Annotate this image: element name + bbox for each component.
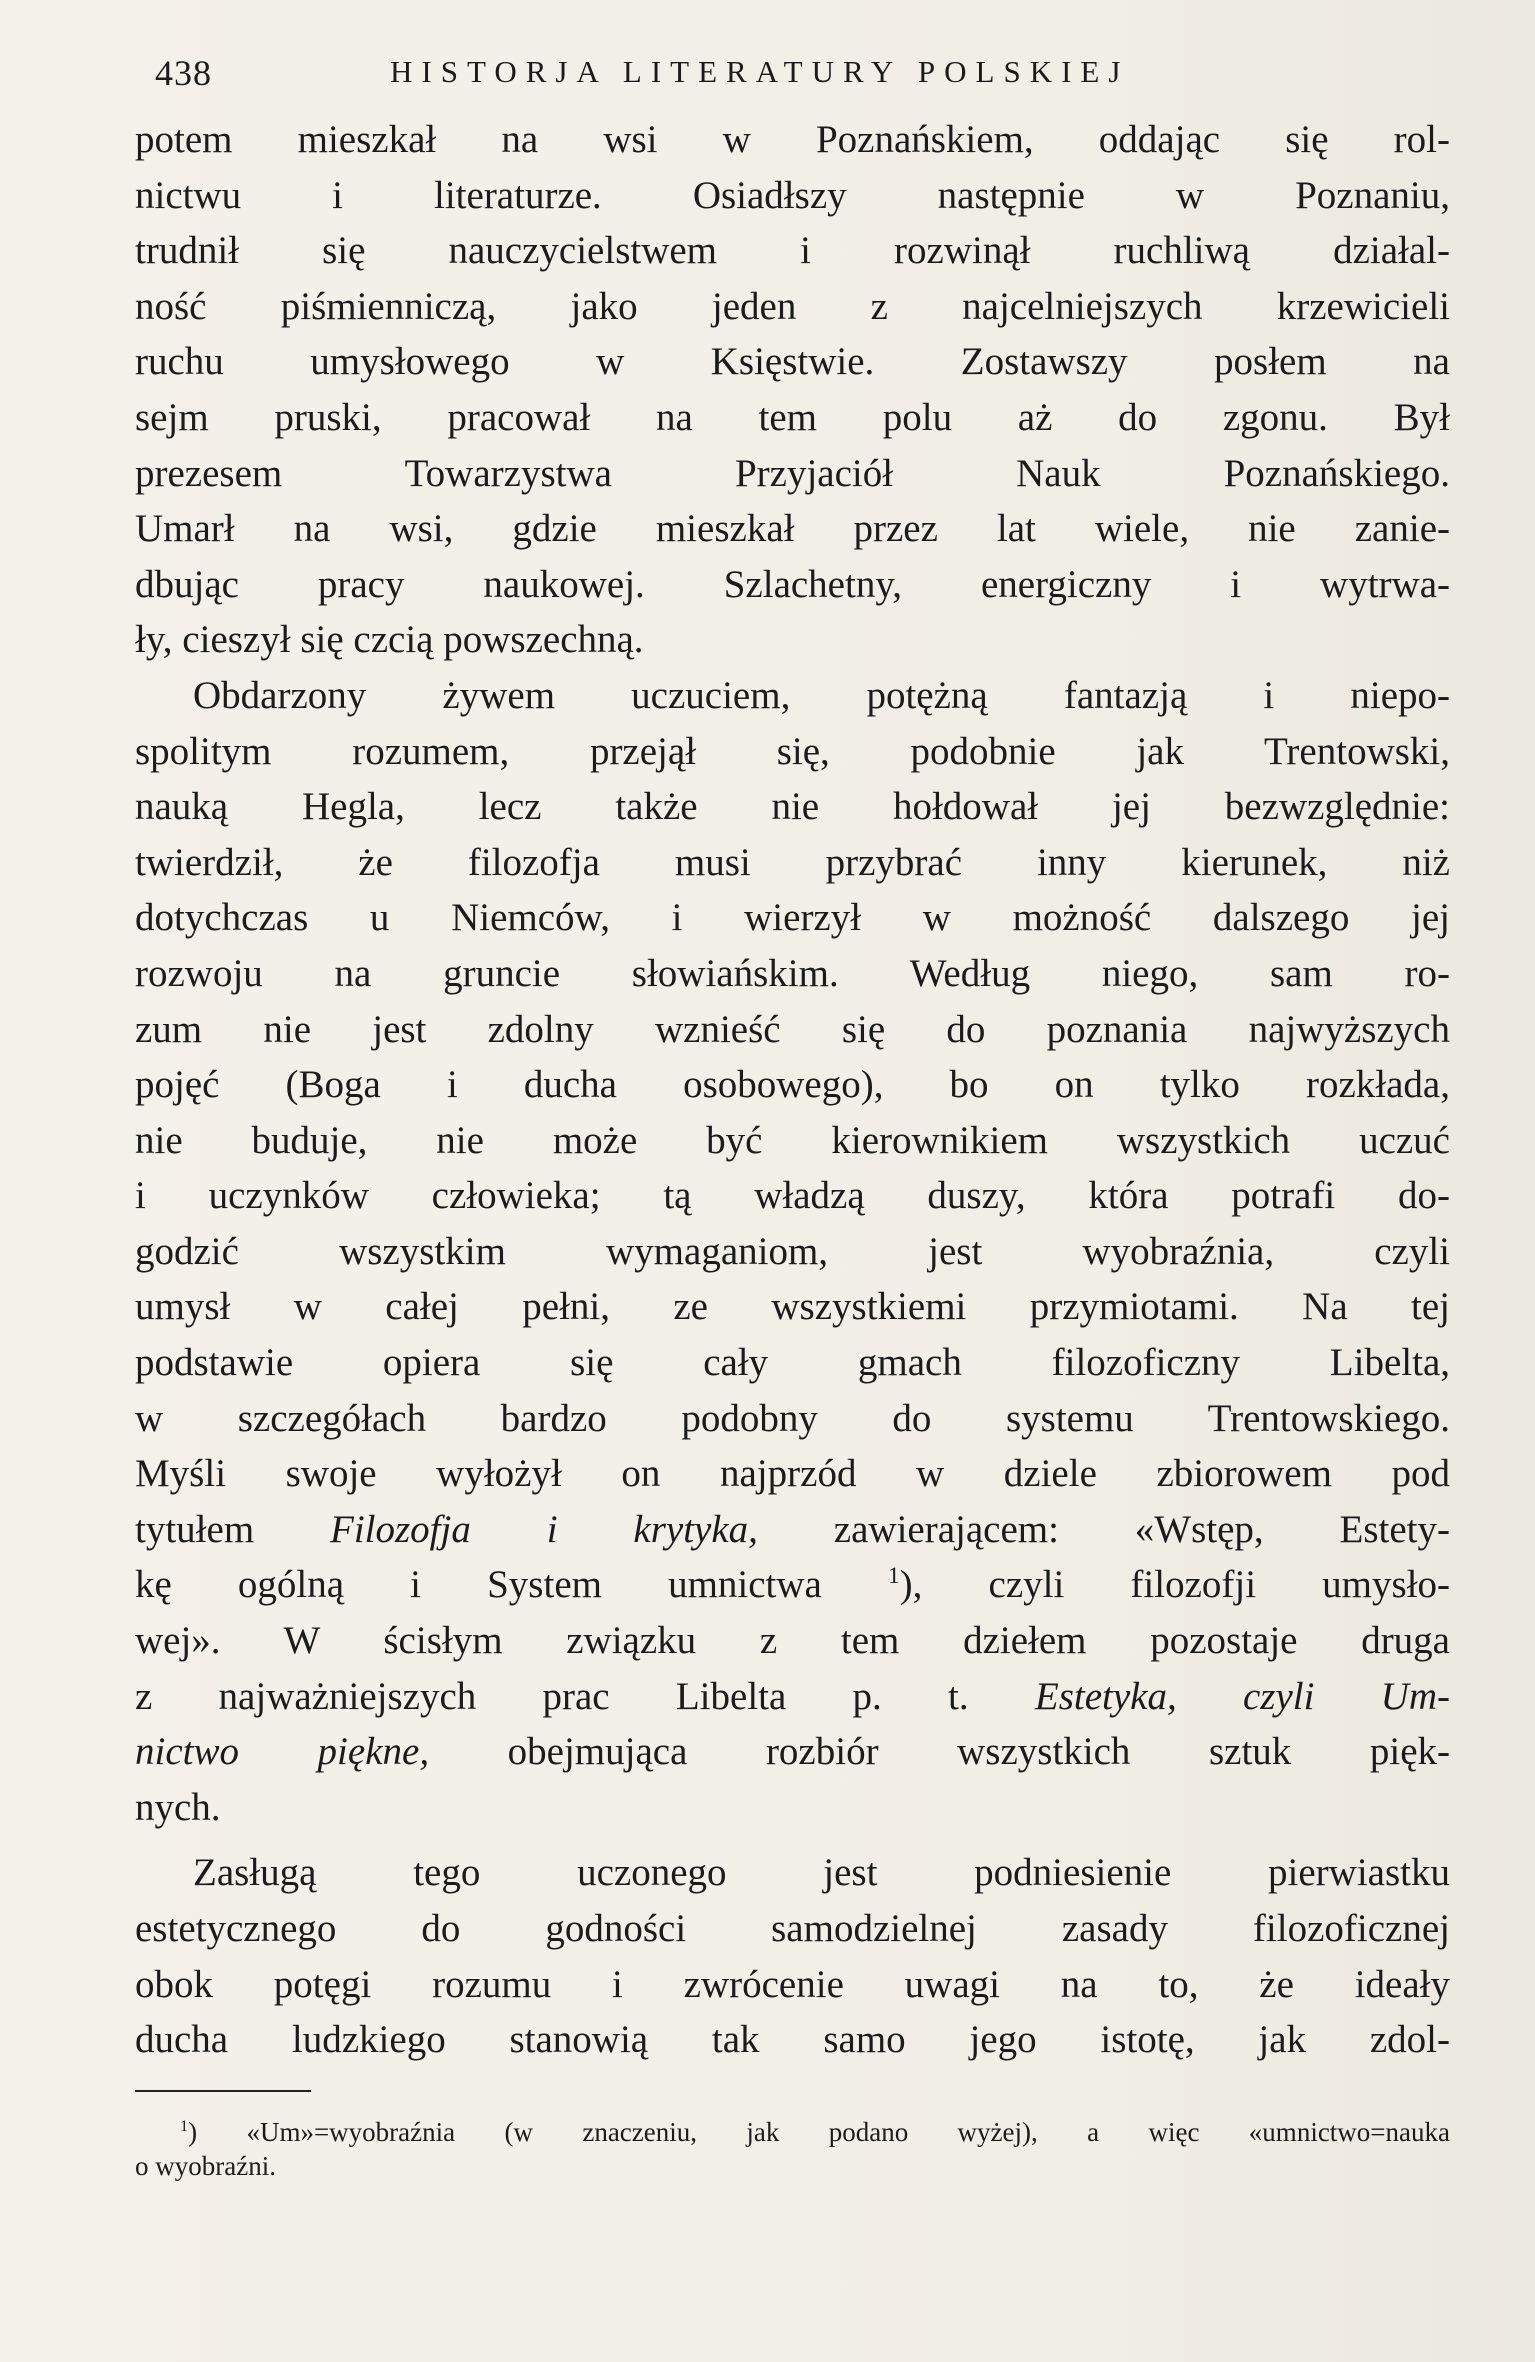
text-line: podstawie opiera się cały gmach filozoficzny Libelta, — [135, 1341, 1450, 1385]
text-line: rozwoju na gruncie słowiańskim. Według niego, sam ro- — [135, 951, 1450, 995]
text-line: prezesem Towarzystwa Przyjaciół Nauk Poznańskiego. — [135, 451, 1450, 495]
text-line: ducha ludzkiego stanowią tak samo jego istotę, jak zdol- — [135, 2018, 1450, 2062]
text-line — [135, 1557, 1450, 1613]
text-line: Zasługą tego uczonego jest podniesienie pierwiastku — [193, 1851, 1450, 1895]
paragraph-3 — [135, 1845, 1450, 2067]
book-title-italic: nictwo piękne, — [135, 1730, 430, 1774]
text-line: ność piśmienniczą, jako jeden z najcelniejszych krzewicieli — [135, 284, 1450, 328]
text-line: w szczegółach bardzo podobny do systemu Trentowskiego. — [135, 1396, 1450, 1440]
text-line — [135, 1724, 1450, 1780]
main-text — [135, 112, 1450, 2068]
text-line: obok potęgi rozumu i zwrócenie uwagi na to, że ideały — [135, 1962, 1450, 2006]
page-number: 438 — [155, 53, 212, 93]
text-line — [135, 1669, 1450, 1725]
text-line: Myśli swoje wyłożył on najprzód w dziele zbiorowem pod — [135, 1452, 1450, 1496]
text-line: nie buduje, nie może być kierownikiem wszystkich uczuć — [135, 1118, 1450, 1162]
footnote-line — [135, 2115, 1450, 2149]
paragraph-1 — [135, 112, 1450, 668]
text-fragment: tytułem — [135, 1507, 331, 1551]
book-title-italic: Estetyka, czyli Um- — [1034, 1674, 1450, 1718]
text-fragment: obejmująca rozbiór wszystkich sztuk pięk- — [429, 1730, 1450, 1774]
text-line: Obdarzony żywem uczuciem, potężną fantazją i niepo- — [193, 673, 1450, 717]
running-title: HISTORJA LITERATURY POLSKIEJ — [390, 54, 1130, 89]
text-line — [135, 1502, 1450, 1558]
footnote-text: ) «Um»=wyobraźnia (w znaczeniu, jak podano wyżej), a więc «umnictwo=nauka — [188, 2117, 1450, 2147]
text-line: zum nie jest zdolny wznieść się do poznania najwyższych — [135, 1007, 1450, 1051]
text-line: Umarł na wsi, gdzie mieszkał przez lat wiele, nie zanie- — [135, 507, 1450, 551]
page-header — [155, 52, 1455, 102]
paragraph-2 — [135, 668, 1450, 1835]
text-line: nictwu i literaturze. Osiadłszy następnie w Poznaniu, — [135, 173, 1450, 217]
text-line: umysł w całej pełni, ze wszystkiemi przymiotami. Na tej — [135, 1285, 1450, 1329]
text-line: godzić wszystkim wymaganiom, jest wyobraźnia, czyli — [135, 1229, 1450, 1273]
text-line: potem mieszkał na wsi w Poznańskiem, oddając się rol- — [135, 118, 1450, 161]
book-title-italic: Filozofja i krytyka, — [330, 1507, 758, 1551]
text-line: dotychczas u Niemców, i wierzył w możność dalszego jej — [135, 896, 1450, 940]
text-fragment: ), czyli filozofji umysło- — [899, 1563, 1450, 1607]
footnote-divider — [135, 2090, 311, 2092]
text-line: wej». W ścisłym związku z tem dziełem pozostaje druga — [135, 1619, 1450, 1663]
text-line: nauką Hegla, lecz także nie hołdował jej bezwzględnie: — [135, 785, 1450, 829]
footnote-line: o wyobraźni. — [135, 2151, 276, 2181]
text-line: pojęć (Boga i ducha osobowego), bo on tylko rozkłada, — [135, 1063, 1450, 1107]
text-fragment: z najważniejszych prac Libelta p. t. — [135, 1674, 1035, 1718]
text-line: i uczynków człowieka; tą władzą duszy, która potrafi do- — [135, 1174, 1450, 1218]
text-fragment: zawierającem: «Wstęp, Estety- — [757, 1507, 1451, 1551]
text-line: estetycznego do godności samodzielnej zasady filozoficznej — [135, 1907, 1450, 1950]
footnote — [135, 2115, 1450, 2183]
text-line: trudnił się nauczycielstwem i rozwinął ruchliwą działal- — [135, 229, 1450, 273]
text-line: ruchu umysłowego w Księstwie. Zostawszy posłem na — [135, 340, 1450, 384]
text-fragment: kę ogólną i System umnictwa — [135, 1563, 888, 1607]
text-line: ły, cieszył się czcią powszechną. — [135, 618, 644, 662]
text-line: twierdził, że filozofja musi przybrać inny kierunek, niż — [135, 840, 1450, 884]
footnote-mark: 1 — [180, 2117, 189, 2135]
text-line: sejm pruski, pracował na tem polu aż do zgonu. Był — [135, 395, 1450, 439]
footnote-reference: 1 — [887, 1563, 900, 1590]
text-line: dbując pracy naukowej. Szlachetny, energiczny i wytrwa- — [135, 562, 1450, 606]
text-line: nych. — [135, 1785, 221, 1829]
text-line: spolitym rozumem, przejął się, podobnie jak Trentowski, — [135, 729, 1450, 773]
